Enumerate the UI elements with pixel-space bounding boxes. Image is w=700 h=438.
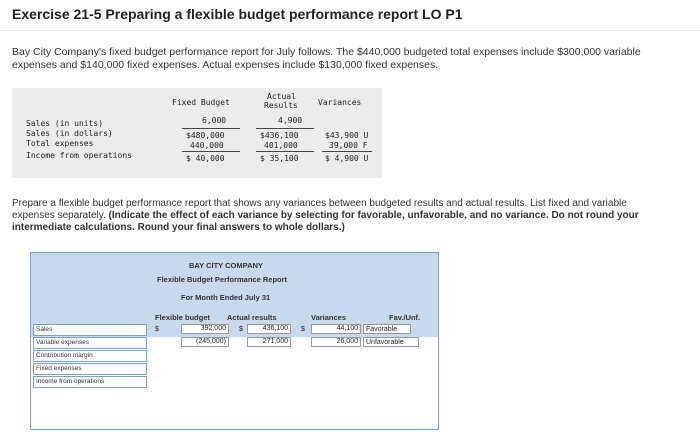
summary-fixed-value: $480,000 bbox=[186, 131, 225, 140]
summary-actual-value: 4,900 bbox=[278, 116, 303, 125]
dollar-sign: $ bbox=[239, 326, 243, 333]
row-label-contribution-margin: Contribution margin bbox=[33, 350, 147, 362]
row-label-variable-expenses: Variable expenses bbox=[33, 337, 147, 349]
variable-expenses-flexible-input[interactable] bbox=[181, 337, 229, 347]
summary-variance-value: 39,000 F bbox=[329, 141, 368, 150]
title-bar bbox=[0, 0, 700, 31]
sales-fav-select[interactable]: Favorable bbox=[363, 324, 411, 334]
variable-expenses-variance-input[interactable] bbox=[311, 337, 361, 347]
row-label-income-from-operations: Income from operations bbox=[33, 376, 147, 388]
summary-fixed-value: $ 40,000 bbox=[186, 154, 225, 163]
sales-actual-input[interactable] bbox=[247, 324, 291, 334]
col-variances: Variances bbox=[311, 313, 347, 322]
col-fixed-budget: Fixed Budget bbox=[172, 98, 230, 107]
summary-actual-value: $436,100 bbox=[260, 131, 299, 140]
row-label-sales: Sales bbox=[33, 324, 147, 336]
col-actual-line2: Results bbox=[264, 101, 298, 110]
row-label-fixed-expenses: Fixed expenses bbox=[33, 363, 147, 375]
summary-actual-value: 401,000 bbox=[264, 141, 298, 150]
sales-variance-input[interactable] bbox=[311, 324, 361, 334]
summary-actual-value: $ 35,100 bbox=[260, 154, 299, 163]
instructions bbox=[12, 198, 672, 234]
col-fav-unf: Fav./Unf. bbox=[389, 313, 421, 322]
variable-expenses-actual-input[interactable] bbox=[247, 337, 291, 347]
summary-variance-value: $43,900 U bbox=[325, 131, 369, 140]
summary-row-label: Income from operations bbox=[26, 151, 132, 160]
underline bbox=[256, 128, 314, 129]
dollar-sign: $ bbox=[301, 326, 305, 333]
flexible-budget-report bbox=[30, 252, 439, 430]
summary-fixed-value: 440,000 bbox=[190, 141, 224, 150]
instructions-bold: (Indicate the effect of each variance by selecting for favorable, unfavorable, and no variance. Do not round your intermediate calculations. Round your final answers to whole dollars.) bbox=[12, 210, 639, 233]
underline bbox=[182, 151, 240, 152]
problem-intro: Bay City Company's fixed budget performance report for July follows. The $440,000 budgeted total expenses include $300,000 variable expenses and $140,000 fixed expenses. Actual expenses include $130,000 fixed expenses. bbox=[12, 46, 641, 71]
underline bbox=[256, 151, 314, 152]
variable-expenses-fav-select[interactable]: Unfavorable bbox=[363, 337, 419, 347]
col-actual-results: Actual results bbox=[227, 313, 277, 322]
col-actual-line1: Actual bbox=[267, 92, 296, 101]
report-period: For Month Ended July 31 bbox=[181, 293, 271, 302]
summary-variance-value: $ 4,900 U bbox=[325, 154, 369, 163]
report-name: Flexible Budget Performance Report bbox=[157, 275, 288, 284]
sales-flexible-input[interactable] bbox=[181, 324, 229, 334]
fixed-budget-report bbox=[12, 88, 382, 178]
summary-row-label: Total expenses bbox=[26, 139, 94, 148]
report-company: BAY CITY COMPANY bbox=[189, 261, 263, 270]
summary-row-label: Sales (in dollars) bbox=[26, 129, 113, 138]
summary-row-label: Sales (in units) bbox=[26, 119, 104, 128]
col-flexible-budget: Flexible budget bbox=[155, 313, 211, 322]
underline bbox=[182, 128, 240, 129]
underline bbox=[322, 151, 372, 152]
summary-fixed-value: 6,000 bbox=[202, 116, 227, 125]
page-title: Exercise 21-5 Preparing a flexible budget performance report LO P1 bbox=[12, 6, 463, 22]
instructions-text: Prepare a flexible budget performance report that shows any variances between budgeted results and actual results. List fixed and variable expenses separately. bbox=[12, 198, 627, 221]
col-variances: Variances bbox=[318, 98, 362, 107]
dollar-sign: $ bbox=[155, 326, 159, 333]
